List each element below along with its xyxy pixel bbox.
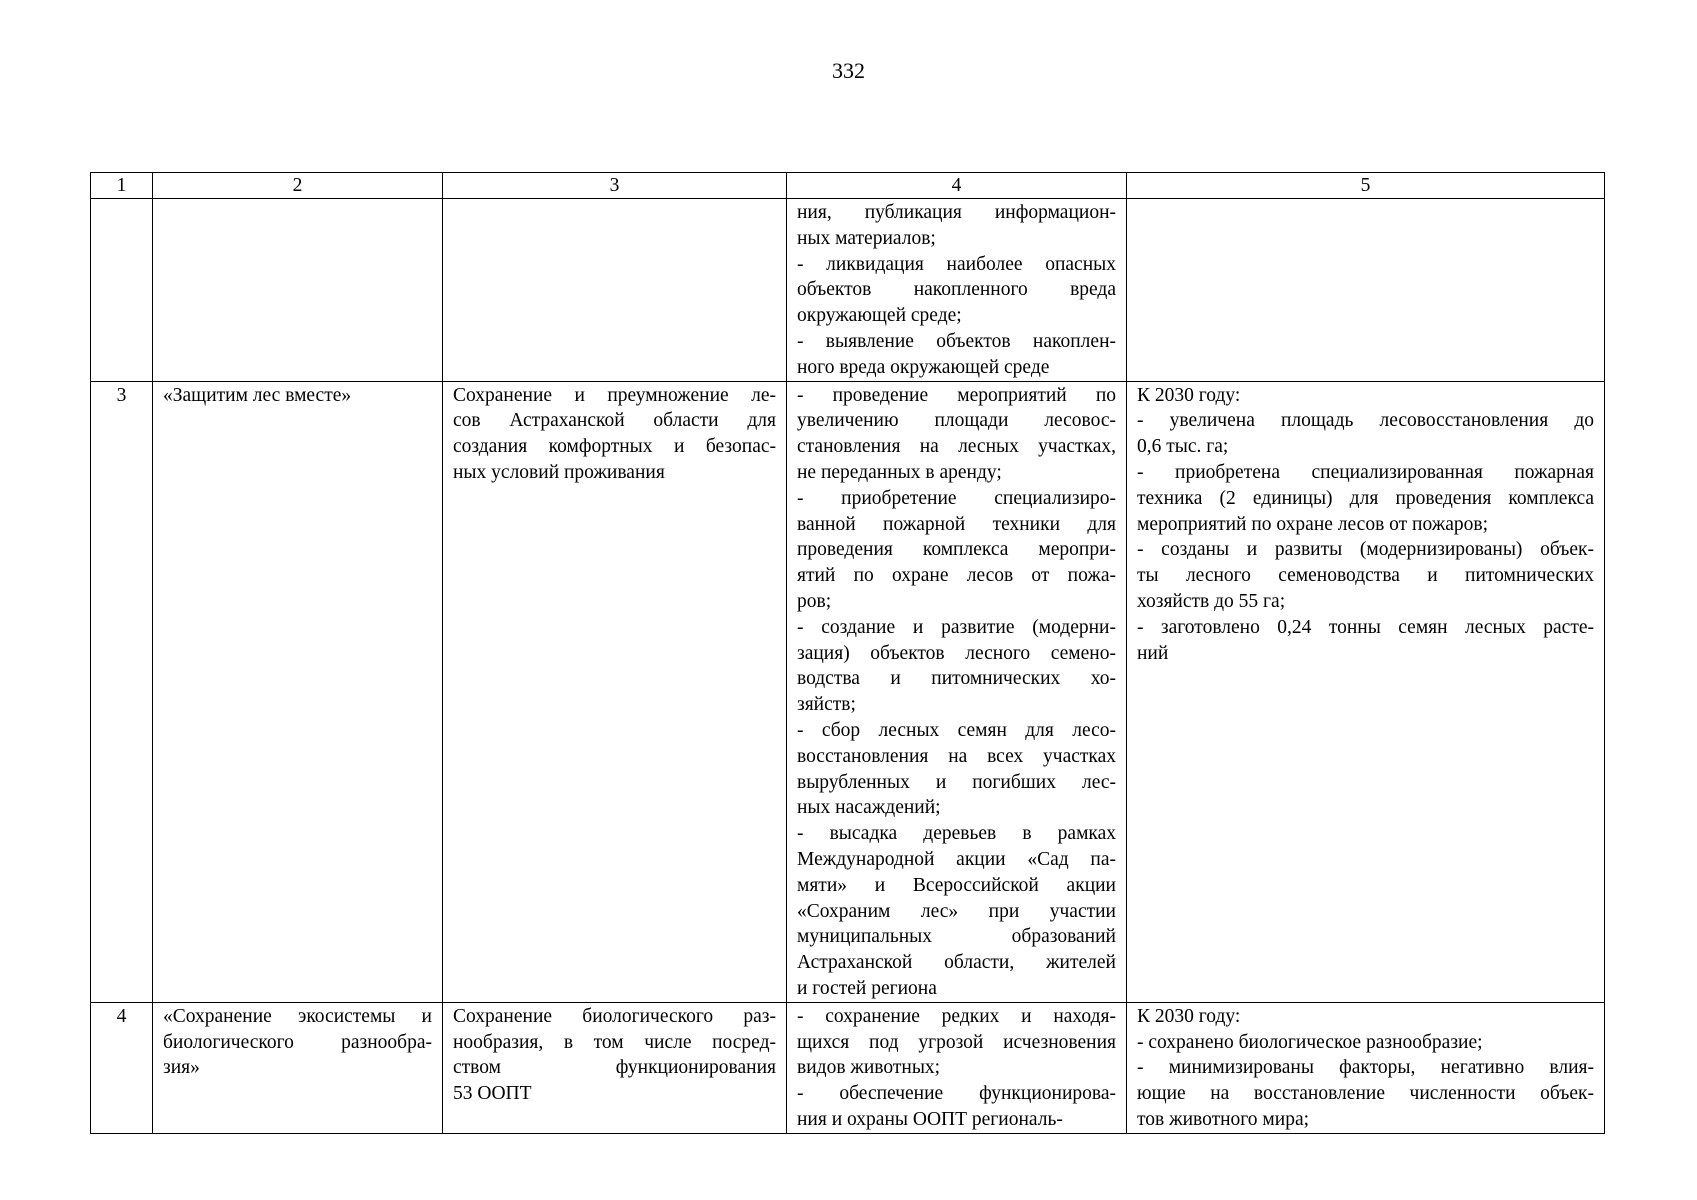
cell-text-line: ванной пожарной техники для [797, 513, 1116, 535]
cell-text-line: ных насаждений; [797, 797, 941, 819]
table-row [91, 381, 1605, 1002]
cell-text-line: - обеспечение функционирова- [797, 1083, 1116, 1105]
table-row [91, 1002, 1605, 1133]
cell-text-line: зация) объектов лесного семено- [797, 642, 1116, 664]
cell-text-line: К 2030 году: [1137, 384, 1241, 406]
cell-text-line: - сбор лесных семян для лесо- [797, 719, 1116, 741]
project-measures-cell [787, 381, 1127, 1002]
row-number-cell: 3 [91, 381, 153, 1002]
cell-text-line: - выявление объектов накоплен- [797, 330, 1116, 352]
header-cell-4: 4 [787, 173, 1127, 199]
project-results-cell [1127, 381, 1605, 1002]
project-results-cell [1127, 199, 1605, 382]
cell-text-line: тов животного мира; [1137, 1108, 1310, 1130]
cell-text-line: - сохранение редких и находя- [797, 1005, 1116, 1027]
cell-text-line: нообразия, в том числе посред- [453, 1031, 776, 1053]
header-cell-2: 2 [153, 173, 443, 199]
cell-text-line: водства и питомнических хо- [797, 668, 1116, 690]
cell-text-line: - увеличена площадь лесовосстановления до [1137, 410, 1594, 432]
cell-text-line: - приобретение специализиро- [797, 487, 1116, 509]
cell-text-line: зяйств; [797, 694, 856, 716]
cell-text-line: ных материалов; [797, 227, 936, 249]
cell-text-line: ных условий проживания [453, 461, 665, 483]
cell-text-line: биологического разнообра- [163, 1031, 432, 1053]
row-number-cell [91, 199, 153, 382]
cell-text-line: ного вреда окружающей среде [797, 356, 1050, 378]
cell-text-line: щихся под угрозой исчезновения [797, 1031, 1116, 1053]
cell-text-line: ты лесного семеноводства и питомнических [1137, 565, 1594, 587]
cell-text-line: муниципальных образований [797, 926, 1116, 948]
table-row [91, 199, 1605, 382]
programs-table [90, 172, 1605, 1134]
project-goal-cell [443, 1002, 787, 1133]
cell-text-line: ров; [797, 590, 832, 612]
project-name-cell [153, 199, 443, 382]
cell-text-line: мяти» и Всероссийской акции [797, 874, 1116, 896]
cell-text-line: ний [1137, 642, 1169, 664]
project-goal-cell [443, 199, 787, 382]
cell-text-line: 0,6 тыс. га; [1137, 436, 1229, 458]
cell-text-line: «Сохранение экосистемы и [163, 1005, 432, 1027]
cell-text-line: «Защитим лес вместе» [163, 384, 352, 406]
cell-text-line: К 2030 году: [1137, 1005, 1241, 1027]
cell-text-line: зия» [163, 1057, 200, 1079]
project-measures-cell [787, 1002, 1127, 1133]
cell-text-line: - созданы и развиты (модернизированы) объек- [1137, 539, 1594, 561]
table-header-row [91, 173, 1605, 199]
cell-text-line: Сохранение и преумножение ле- [453, 384, 776, 406]
cell-text-line: ния и охраны ООПТ региональ- [797, 1108, 1063, 1130]
cell-text-line: - минимизированы факторы, негативно влия- [1137, 1057, 1594, 1079]
cell-text-line: восстановления на всех участках [797, 745, 1116, 767]
header-cell-1: 1 [91, 173, 153, 199]
project-results-cell [1127, 1002, 1605, 1133]
cell-text-line: хозяйств до 55 га; [1137, 590, 1286, 612]
cell-text-line: - приобретена специализированная пожарная [1137, 461, 1594, 483]
project-measures-cell [787, 199, 1127, 382]
cell-text-line: окружающей среде; [797, 305, 962, 327]
cell-text-line: проведения комплекса меропри- [797, 539, 1116, 561]
project-goal-cell [443, 381, 787, 1002]
cell-text-line: 53 ООПТ [453, 1083, 532, 1105]
project-name-cell [153, 1002, 443, 1133]
cell-text-line: создания комфортных и безопас- [453, 436, 776, 458]
cell-text-line: ющие на восстановление численности объек- [1137, 1083, 1594, 1105]
cell-text-line: - ликвидация наиболее опасных [797, 253, 1116, 275]
cell-text-line: - высадка деревьев в рамках [797, 823, 1116, 845]
cell-text-line: - заготовлено 0,24 тонны семян лесных расте- [1137, 616, 1594, 638]
cell-text-line: мероприятий по охране лесов от пожаров; [1137, 513, 1488, 535]
cell-text-line: техника (2 единицы) для проведения комплекса [1137, 487, 1594, 509]
cell-text-line: ния, публикация информацион- [797, 202, 1116, 223]
cell-text-line: вырубленных и погибших лес- [797, 771, 1116, 793]
cell-text-line: не переданных в аренду; [797, 461, 1002, 483]
cell-text-line: - проведение мероприятий по [797, 384, 1116, 406]
cell-text-line: Астраханской области, жителей [797, 952, 1116, 974]
cell-text-line: сов Астраханской области для [453, 410, 776, 432]
cell-text-line: Международной акции «Сад па- [797, 848, 1116, 870]
project-name-cell [153, 381, 443, 1002]
page-number: 332 [832, 58, 865, 83]
cell-text-line: Сохранение биологического раз- [453, 1005, 776, 1027]
header-cell-5: 5 [1127, 173, 1605, 199]
cell-text-line: и гостей региона [797, 977, 937, 999]
cell-text-line: становления на лесных участках, [797, 436, 1116, 458]
cell-text-line: ятий по охране лесов от пожа- [797, 565, 1116, 587]
header-cell-3: 3 [443, 173, 787, 199]
cell-text-line: - создание и развитие (модерни- [797, 616, 1116, 638]
cell-text-line: увеличению площади лесовос- [797, 410, 1116, 432]
cell-text-line: видов животных; [797, 1057, 941, 1079]
cell-text-line: «Сохраним лес» при участии [797, 900, 1116, 922]
row-number-cell: 4 [91, 1002, 153, 1133]
cell-text-line: - сохранено биологическое разнообразие; [1137, 1031, 1483, 1053]
cell-text-line: объектов накопленного вреда [797, 279, 1116, 301]
cell-text-line: ством функционирования [453, 1057, 776, 1079]
